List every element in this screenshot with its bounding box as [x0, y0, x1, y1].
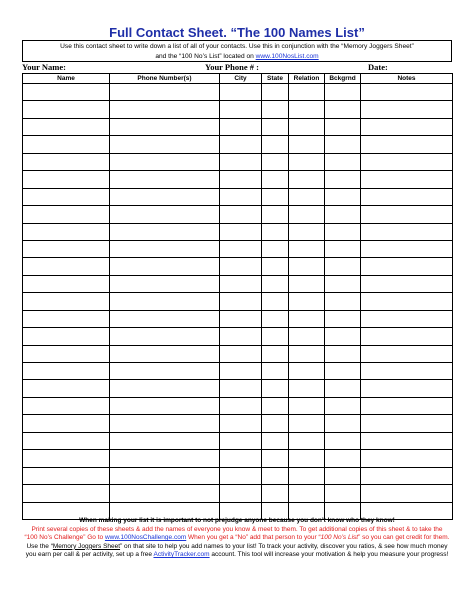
table-cell[interactable] [110, 450, 220, 467]
table-cell[interactable] [220, 136, 262, 153]
table-cell[interactable] [325, 485, 361, 502]
table-cell[interactable] [289, 432, 325, 449]
table-cell[interactable] [220, 258, 262, 275]
table-cell[interactable] [110, 275, 220, 292]
table-row [23, 223, 453, 240]
print-copies-text: Print several copies of these sheets & add the names of everyone you know & meet to them. To get additional copies of this sheet & to take the [31, 525, 443, 533]
table-cell[interactable] [220, 293, 262, 310]
memory-joggers-text-end: ” on that site to help you add names to your list! To track your activity, discover you ratios, & see how much money [120, 542, 448, 550]
table-row [23, 467, 453, 484]
activitytracker-link[interactable]: ActivityTracker.com [153, 551, 210, 559]
table-cell[interactable] [110, 118, 220, 135]
table-cell[interactable] [289, 380, 325, 397]
table-cell[interactable] [325, 415, 361, 432]
table-row [23, 101, 453, 118]
table-cell[interactable] [325, 432, 361, 449]
table-cell[interactable] [361, 240, 453, 257]
table-cell[interactable] [361, 101, 453, 118]
table-cell[interactable] [23, 223, 110, 240]
table-cell[interactable] [23, 328, 110, 345]
table-cell[interactable] [361, 118, 453, 135]
table-cell[interactable] [289, 450, 325, 467]
your-name-label: Your Name: [22, 62, 66, 72]
table-cell[interactable] [325, 258, 361, 275]
table-row [23, 240, 453, 257]
table-cell[interactable] [220, 450, 262, 467]
challenge-text [0, 534, 474, 543]
table-cell[interactable] [262, 136, 289, 153]
table-cell[interactable] [289, 415, 325, 432]
table-cell[interactable] [220, 153, 262, 170]
activity-tracker-text-start: you earn per call & per activity, set up a free [25, 551, 154, 559]
activity-tracker-text-end: account. This tool will increase your motivation & help you measure your progress! [209, 551, 449, 559]
table-cell[interactable] [110, 84, 220, 101]
table-cell[interactable] [262, 153, 289, 170]
table-header-row [23, 74, 453, 84]
table-cell[interactable] [23, 188, 110, 205]
table-cell[interactable] [325, 310, 361, 327]
table-cell[interactable] [220, 118, 262, 135]
table-cell[interactable] [289, 240, 325, 257]
table-body [23, 84, 453, 520]
table-cell[interactable] [220, 188, 262, 205]
table-cell[interactable] [361, 188, 453, 205]
table-cell[interactable] [325, 118, 361, 135]
column-header: State [262, 74, 289, 84]
table-cell[interactable] [110, 328, 220, 345]
table-cell[interactable] [23, 171, 110, 188]
table-cell[interactable] [110, 223, 220, 240]
table-cell[interactable] [110, 485, 220, 502]
challenge-text-end: ” so you can get credit for them. [358, 534, 450, 542]
table-cell[interactable] [325, 153, 361, 170]
table-cell[interactable] [110, 136, 220, 153]
table-cell[interactable] [361, 380, 453, 397]
table-cell[interactable] [110, 467, 220, 484]
table-cell[interactable] [361, 432, 453, 449]
table-cell[interactable] [110, 345, 220, 362]
table-cell[interactable] [220, 310, 262, 327]
table-cell[interactable] [110, 240, 220, 257]
table-cell[interactable] [23, 345, 110, 362]
table-cell[interactable] [361, 206, 453, 223]
table-cell[interactable] [361, 293, 453, 310]
table-cell[interactable] [361, 397, 453, 414]
table-cell[interactable] [23, 240, 110, 257]
table-cell[interactable] [220, 432, 262, 449]
footer-notes [0, 517, 474, 560]
table-row [23, 415, 453, 432]
table-cell[interactable] [23, 101, 110, 118]
table-cell[interactable] [23, 415, 110, 432]
memory-joggers-sheet-ref: Memory Joggers Sheet [52, 542, 121, 550]
table-cell[interactable] [361, 171, 453, 188]
column-header: Bckgrnd [325, 74, 361, 84]
table-cell[interactable] [262, 397, 289, 414]
your-phone-label: Your Phone # : [205, 62, 259, 72]
table-cell[interactable] [289, 363, 325, 380]
table-row [23, 171, 453, 188]
table-cell[interactable] [289, 171, 325, 188]
table-cell[interactable] [325, 467, 361, 484]
table-row [23, 84, 453, 101]
table-cell[interactable] [325, 206, 361, 223]
table-cell[interactable] [110, 153, 220, 170]
table-cell[interactable] [289, 485, 325, 502]
table-cell[interactable] [361, 275, 453, 292]
table-cell[interactable] [23, 380, 110, 397]
table-cell[interactable] [325, 328, 361, 345]
table-cell[interactable] [361, 485, 453, 502]
table-cell[interactable] [23, 293, 110, 310]
table-cell[interactable] [361, 363, 453, 380]
table-row [23, 206, 453, 223]
100nos-list-emphasis: 100 No’s List [320, 534, 359, 542]
table-cell[interactable] [23, 467, 110, 484]
table-cell[interactable] [361, 328, 453, 345]
contact-table [22, 73, 453, 520]
table-row [23, 275, 453, 292]
table-cell[interactable] [289, 101, 325, 118]
table-cell[interactable] [325, 171, 361, 188]
table-cell[interactable] [262, 188, 289, 205]
table-cell[interactable] [23, 275, 110, 292]
table-cell[interactable] [262, 275, 289, 292]
table-row [23, 118, 453, 135]
table-cell[interactable] [23, 397, 110, 414]
table-row [23, 485, 453, 502]
100noschallenge-link[interactable]: www.100NosChallenge.com [104, 534, 187, 542]
table-cell[interactable] [361, 467, 453, 484]
table-cell[interactable] [289, 223, 325, 240]
table-cell[interactable] [220, 171, 262, 188]
table-cell[interactable] [361, 345, 453, 362]
table-cell[interactable] [361, 153, 453, 170]
table-cell[interactable] [262, 240, 289, 257]
table-cell[interactable] [289, 345, 325, 362]
table-row [23, 432, 453, 449]
table-cell[interactable] [110, 363, 220, 380]
table-cell[interactable] [289, 328, 325, 345]
table-cell[interactable] [361, 258, 453, 275]
table-row [23, 258, 453, 275]
table-cell[interactable] [325, 293, 361, 310]
table-cell[interactable] [262, 293, 289, 310]
table-row [23, 363, 453, 380]
date-label: Date: [368, 62, 388, 72]
table-cell[interactable] [220, 485, 262, 502]
table-cell[interactable] [220, 223, 262, 240]
table-cell[interactable] [325, 223, 361, 240]
table-row [23, 328, 453, 345]
table-cell[interactable] [289, 310, 325, 327]
table-row [23, 293, 453, 310]
table-cell[interactable] [23, 485, 110, 502]
table-cell[interactable] [262, 485, 289, 502]
table-cell[interactable] [220, 275, 262, 292]
table-cell[interactable] [220, 84, 262, 101]
table-cell[interactable] [361, 415, 453, 432]
table-row [23, 345, 453, 362]
column-header: Name [23, 74, 110, 84]
table-cell[interactable] [262, 328, 289, 345]
table-cell[interactable] [289, 153, 325, 170]
table-cell[interactable] [262, 363, 289, 380]
table-cell[interactable] [262, 118, 289, 135]
instructions-line-2 [23, 52, 451, 62]
table-cell[interactable] [23, 206, 110, 223]
table-cell[interactable] [361, 310, 453, 327]
table-cell[interactable] [220, 206, 262, 223]
table-cell[interactable] [262, 223, 289, 240]
table-cell[interactable] [220, 415, 262, 432]
table-cell[interactable] [262, 206, 289, 223]
table-cell[interactable] [110, 415, 220, 432]
page-title: Full Contact Sheet. “The 100 Names List” [109, 25, 365, 40]
table-cell[interactable] [325, 363, 361, 380]
table-cell[interactable] [110, 397, 220, 414]
table-cell[interactable] [361, 136, 453, 153]
table-cell[interactable] [110, 380, 220, 397]
table-row [23, 153, 453, 170]
prejudge-warning: When making your list it is important to not prejudge anyone because you don’t know who they know! [79, 517, 395, 524]
table-cell[interactable] [262, 380, 289, 397]
table-cell[interactable] [23, 450, 110, 467]
table-cell[interactable] [110, 432, 220, 449]
table-cell[interactable] [325, 84, 361, 101]
table-cell[interactable] [262, 432, 289, 449]
table-cell[interactable] [23, 258, 110, 275]
table-cell[interactable] [289, 136, 325, 153]
table-cell[interactable] [110, 310, 220, 327]
challenge-text-mid: When you get a “No” add that person to your “ [186, 534, 321, 542]
table-cell[interactable] [361, 84, 453, 101]
table-cell[interactable] [262, 101, 289, 118]
table-cell[interactable] [361, 450, 453, 467]
table-cell[interactable] [23, 136, 110, 153]
table-cell[interactable] [289, 206, 325, 223]
activity-tracker-text [0, 551, 474, 560]
instructions-text: and the “100 No’s List” located on [155, 53, 256, 60]
table-cell[interactable] [110, 206, 220, 223]
table-cell[interactable] [289, 467, 325, 484]
table-row [23, 188, 453, 205]
table-cell[interactable] [289, 293, 325, 310]
table-cell[interactable] [325, 275, 361, 292]
memory-joggers-text-start: Use the “ [26, 542, 53, 550]
table-cell[interactable] [23, 84, 110, 101]
table-cell[interactable] [220, 380, 262, 397]
table-cell[interactable] [262, 310, 289, 327]
table-cell[interactable] [325, 101, 361, 118]
column-header: City [220, 74, 262, 84]
table-cell[interactable] [262, 345, 289, 362]
table-cell[interactable] [325, 380, 361, 397]
table-cell[interactable] [23, 118, 110, 135]
table-cell[interactable] [23, 363, 110, 380]
header-fields [22, 62, 452, 73]
table-cell[interactable] [110, 171, 220, 188]
table-cell[interactable] [110, 101, 220, 118]
table-cell[interactable] [23, 310, 110, 327]
table-cell[interactable] [289, 275, 325, 292]
table-cell[interactable] [23, 432, 110, 449]
table-cell[interactable] [262, 84, 289, 101]
table-cell[interactable] [110, 293, 220, 310]
table-row [23, 397, 453, 414]
table-cell[interactable] [262, 258, 289, 275]
table-cell[interactable] [289, 118, 325, 135]
table-cell[interactable] [262, 450, 289, 467]
table-cell[interactable] [289, 397, 325, 414]
table-cell[interactable] [23, 153, 110, 170]
table-cell[interactable] [220, 328, 262, 345]
table-cell[interactable] [220, 101, 262, 118]
table-cell[interactable] [220, 345, 262, 362]
table-cell[interactable] [325, 188, 361, 205]
table-row [23, 380, 453, 397]
table-cell[interactable] [325, 240, 361, 257]
table-cell[interactable] [262, 415, 289, 432]
table-cell[interactable] [325, 345, 361, 362]
table-cell[interactable] [289, 188, 325, 205]
table-cell[interactable] [325, 397, 361, 414]
table-cell[interactable] [361, 223, 453, 240]
memory-joggers-text [0, 543, 474, 552]
100noslist-link[interactable]: www.100NosList.com [255, 53, 319, 60]
table-row [23, 310, 453, 327]
table-cell[interactable] [220, 363, 262, 380]
table-cell[interactable] [262, 467, 289, 484]
table-cell[interactable] [220, 397, 262, 414]
column-header: Phone Number(s) [110, 74, 220, 84]
challenge-text-start: “100 No’s Challenge” Go to [24, 534, 105, 542]
instructions-box [22, 40, 452, 62]
table-cell[interactable] [110, 188, 220, 205]
table-cell[interactable] [220, 467, 262, 484]
table-cell[interactable] [289, 84, 325, 101]
column-header: Relation [289, 74, 325, 84]
table-cell[interactable] [262, 171, 289, 188]
column-header: Notes [361, 74, 453, 84]
instructions-line-1: Use this contact sheet to write down a list of all of your contacts. Use this in conjunction with the “Memory Joggers Sheet” [60, 43, 414, 50]
table-cell[interactable] [325, 450, 361, 467]
table-cell[interactable] [325, 136, 361, 153]
table-row [23, 450, 453, 467]
table-cell[interactable] [220, 240, 262, 257]
table-cell[interactable] [110, 258, 220, 275]
table-cell[interactable] [289, 258, 325, 275]
table-row [23, 136, 453, 153]
